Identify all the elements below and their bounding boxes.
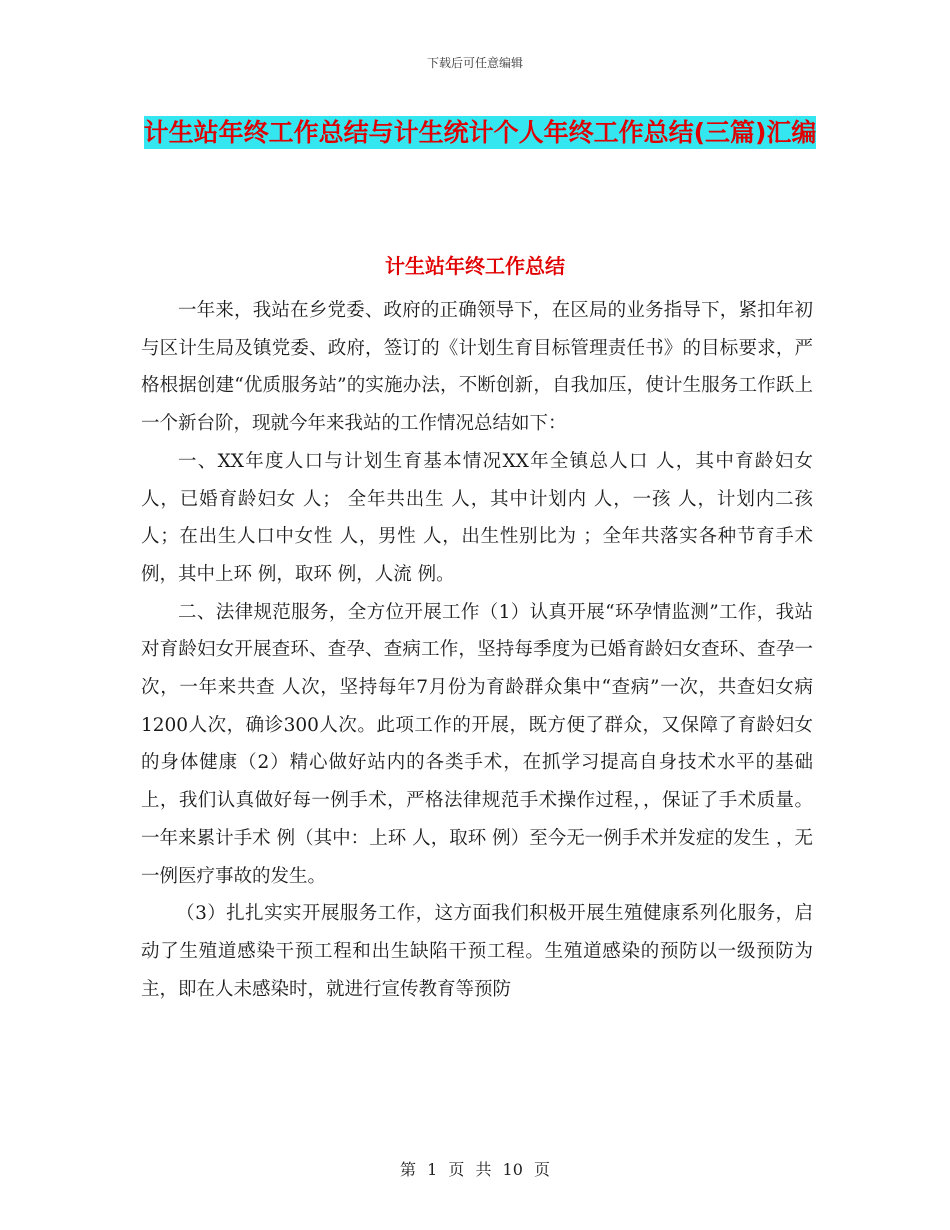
section-title: 计生站年终工作总结: [385, 254, 565, 278]
paragraph-intro: 一年来，我站在乡党委、政府的正确领导下，在区局的业务指导下，紧扣年初与区计生局及镇党委、政府，签订的《计划生育目标管理责任书》的目标要求，严格根据创建“优质服务站”的实施办法，不断创新，自我加压，使计生服务工作跃上一个新台阶，现就今年来我站的工作情况总结如下：: [141, 300, 813, 435]
paragraph-legal-service: 二、法律规范服务，全方位开展工作（1）认真开展“环孕情监测”工作，我站对育龄妇女开展查环、查孕、查病工作，坚持每季度为已婚育龄妇女查环、查孕一次，一年来共查 人次，坚持每年7月份为育龄群众集中“查病”一次，共查妇女病1200人次，确诊300人次。此项工作的开展，既方便了群众，又保障了育龄妇女的身体健康（2）精心做好站内的各类手术，在抓学习提高自身技术水平的基础上，我们认真做好每一例手术，严格法律规范手术操作过程，，保证了手术质量。一年来累计手术 例（其中：上环 人，取环 例）至今无一例手术并发症的发生 ，无一例医疗事故的发生。: [141, 601, 813, 887]
header-note: 下载后可任意编辑: [426, 56, 523, 70]
document-title: [140, 110, 820, 156]
document-body: [141, 292, 813, 1008]
paragraph-service-work: （3）扎扎实实开展服务工作，这方面我们积极开展生殖健康系列化服务，启动了生殖道感染干预工程和出生缺陷干预工程。生殖道感染的预防以一级预防为主，即在人未感染时，就进行宣传教育等预防: [141, 903, 813, 1000]
document-title-text: 计生站年终工作总结与计生统计个人年终工作总结(三篇)汇编: [143, 118, 817, 147]
page-footer: 第 1 页 共 10 页: [400, 1160, 550, 1179]
paragraph-basic-info: 一、XX年度人口与计划生育基本情况XX年全镇总人口 人，其中育龄妇女 人，已婚育龄妇女 人； 全年共出生 人，其中计划内 人，一孩 人，计划内二孩 人；在出生人口中女性 人，男性 人，出生性别比为 ；全年共落实各种节育手术 例，其中上环 例，取环 例，人流 例。: [141, 450, 813, 585]
